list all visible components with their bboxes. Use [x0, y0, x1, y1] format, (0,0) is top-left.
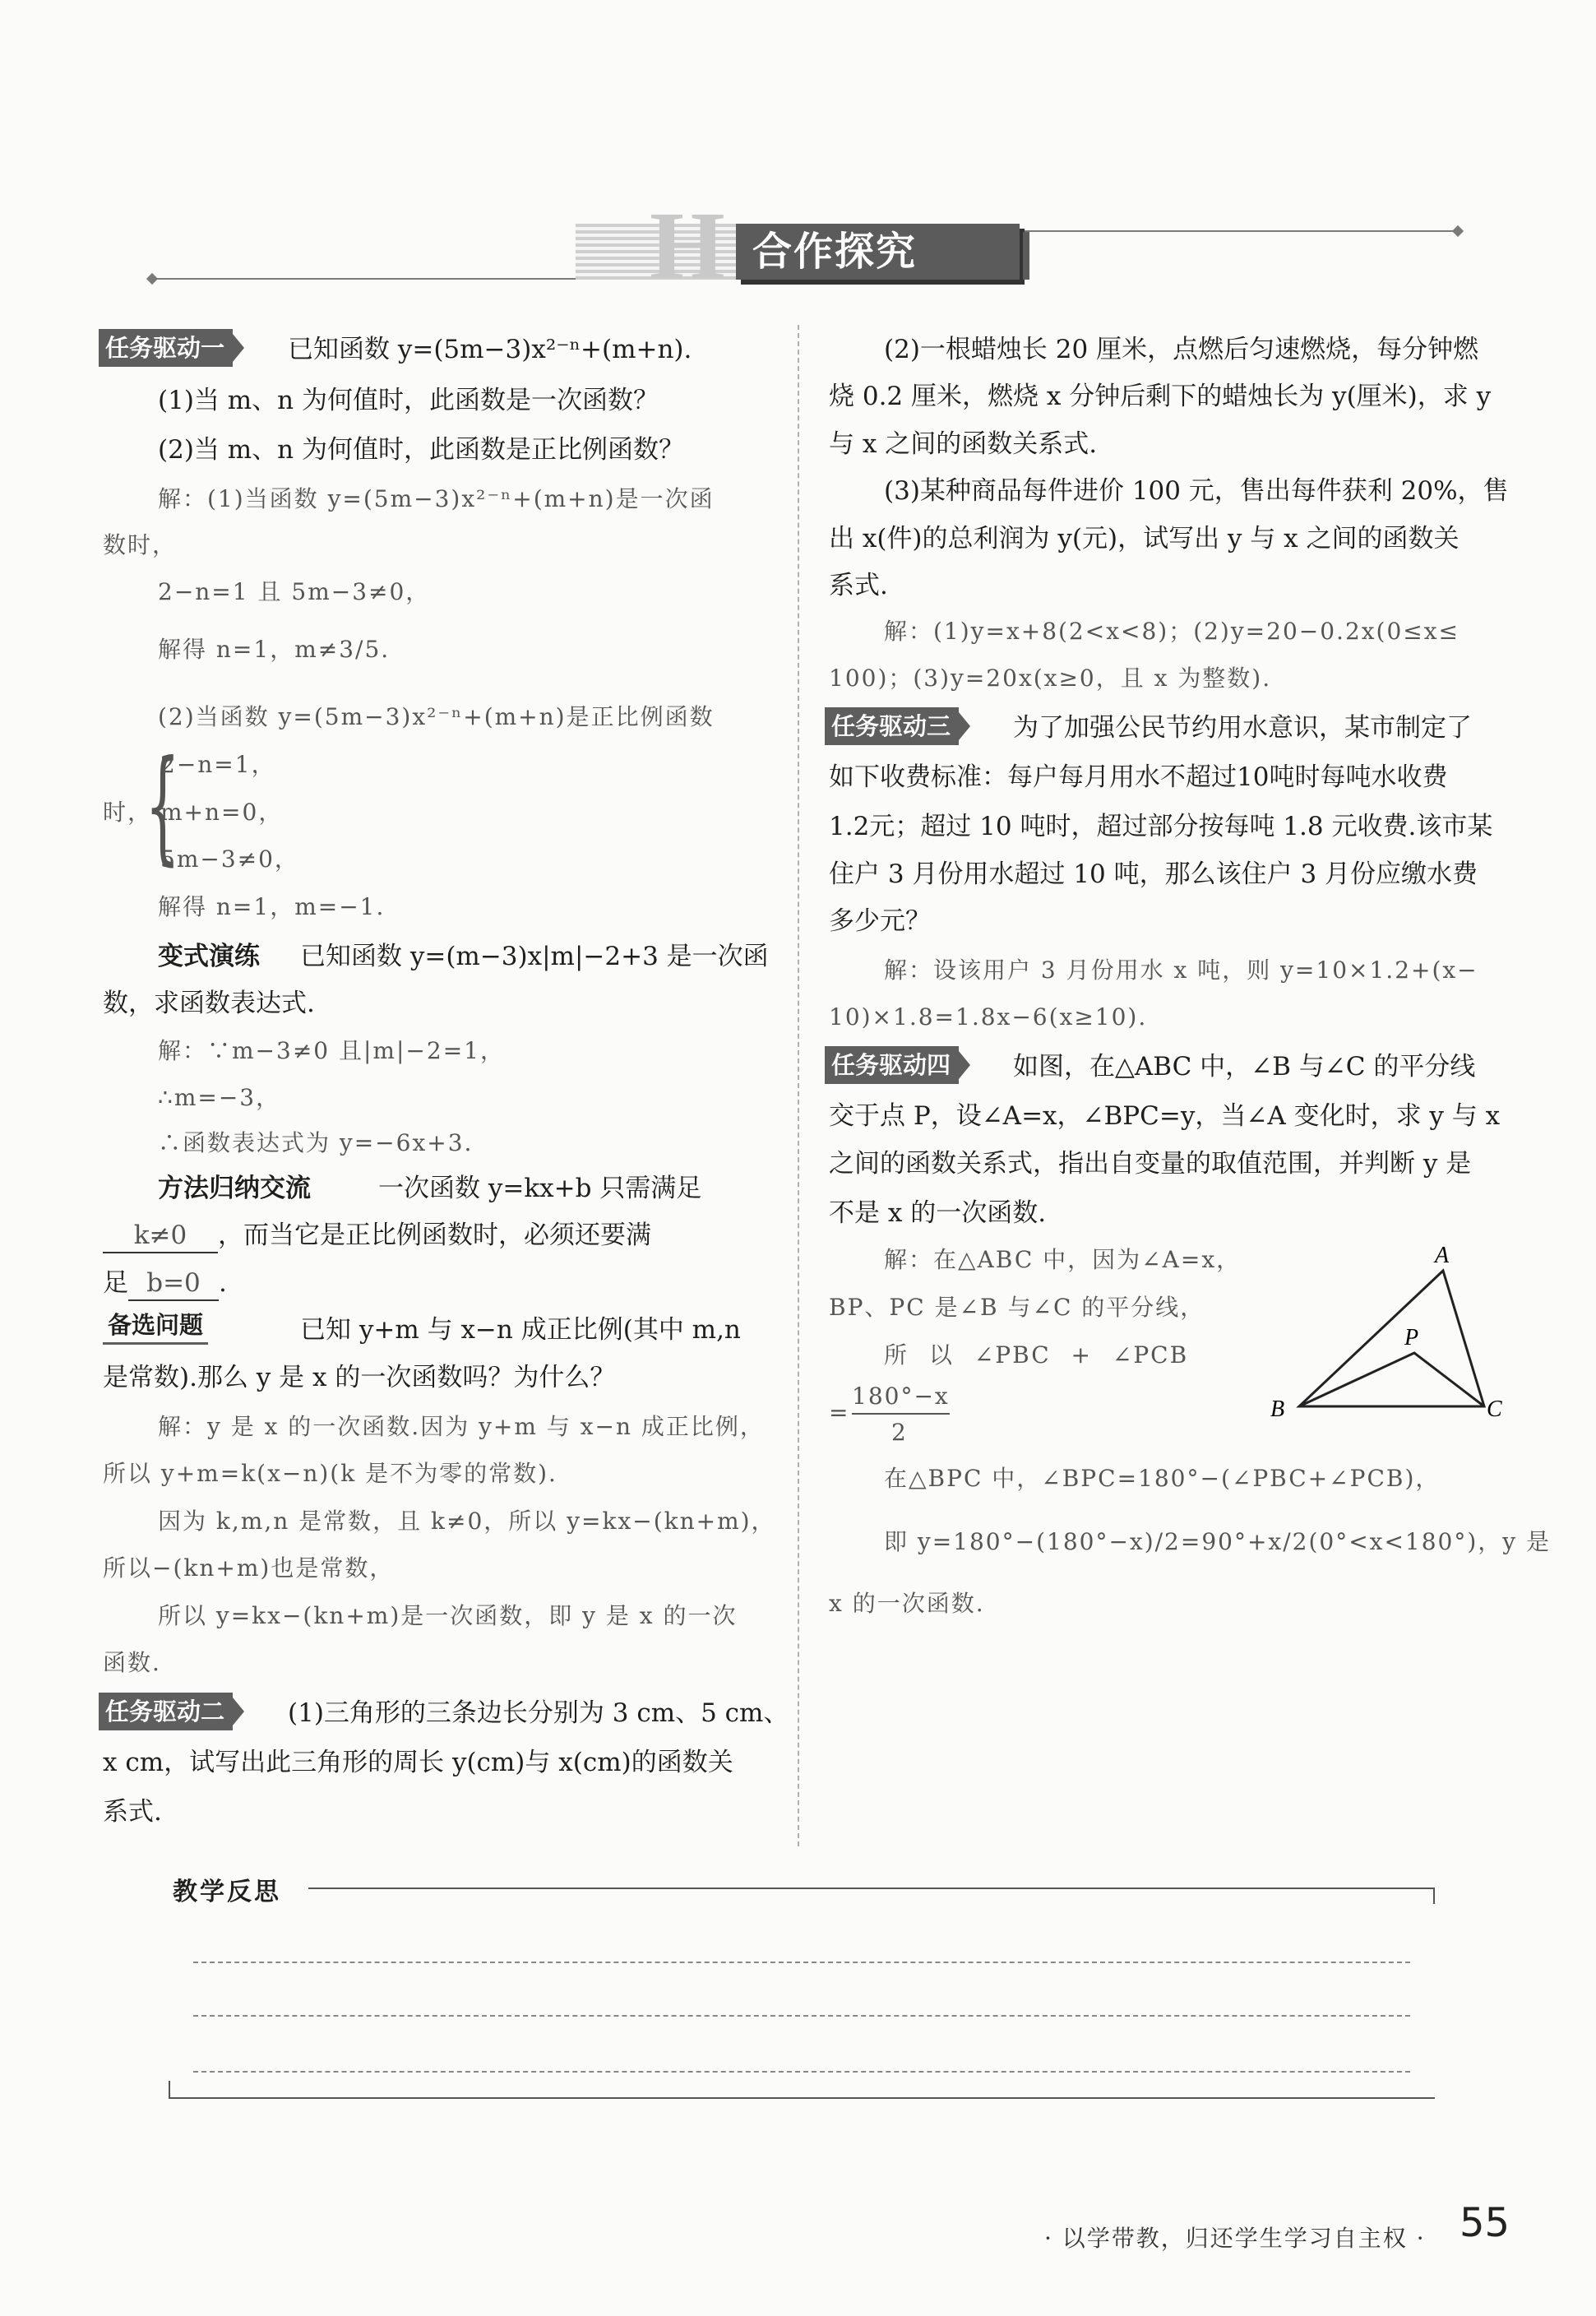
alt-s4: 所以−(kn+m)也是常数，: [103, 1554, 395, 1582]
task4-s5: 在△BPC 中，∠BPC=180°−(∠PBC+∠PCB)，: [884, 1465, 1441, 1492]
reflection-title: 教学反思: [173, 1878, 281, 1906]
task2-s2: 100)；(3)y=20x(x≥0，且 x 为整数).: [829, 665, 1272, 692]
task1-tag: 任务驱动一: [99, 329, 233, 367]
task2-q2: x cm，试写出此三角形的周长 y(cm)与 x(cm)的函数关: [103, 1748, 733, 1777]
method-text3-pre: 足: [103, 1268, 128, 1298]
task4-q3: 之间的函数关系式，指出自变量的取值范围，并判断 y 是: [829, 1149, 1472, 1179]
task4-s6: 即 y=180°−(180°−x)/2=90°+x/2(0°<x<180°)，y 是: [884, 1528, 1552, 1555]
task1-sol1d: 解得 n=1，m≠3/5.: [158, 636, 391, 663]
task2-q3: 系式.: [103, 1797, 162, 1827]
task4-s7: x 的一次函数.: [829, 1590, 985, 1617]
label-A: A: [1435, 1243, 1450, 1268]
task2-q3c: 系式.: [829, 571, 888, 600]
header-rule-right: [1020, 230, 1455, 232]
task2-q2c: 与 x 之间的函数关系式.: [829, 429, 1098, 459]
method-text1: 一次函数 y=kx+b 只需满足: [378, 1174, 702, 1203]
task4-s4-eq: =: [829, 1399, 850, 1426]
task3-q3: 1.2元；超过 10 吨时，超过部分按每吨 1.8 元收费.该市某: [829, 812, 1493, 841]
system-brace: {: [145, 734, 181, 878]
variant-s1: 解：∵m−3≠0 且|m|−2=1，: [158, 1037, 505, 1064]
method-blank1: k≠0: [103, 1219, 218, 1253]
method-blank2: b=0: [128, 1267, 219, 1301]
alt-tag: 备选问题: [103, 1308, 208, 1345]
task3-q4: 住户 3 月份用水超过 10 吨，那么该住户 3 月份应缴水费: [829, 859, 1478, 889]
variant-s3: ∴函数表达式为 y=−6x+3.: [158, 1129, 474, 1156]
task4-q4: 不是 x 的一次函数.: [829, 1198, 1047, 1228]
variant-s2: ∴m=−3，: [158, 1084, 281, 1111]
column-divider: [798, 325, 799, 1846]
header-rule-dot-right: [1452, 225, 1464, 237]
alt-s6: 函数.: [103, 1649, 161, 1676]
task1-q1: (1)当 m、n 为何值时，此函数是一次函数？: [158, 386, 659, 415]
task3-q5: 多少元？: [829, 906, 931, 936]
task3-q2: 如下收费标准：每户每月用水不超过10吨时每吨水收费: [829, 762, 1448, 792]
method-line2: [103, 1219, 651, 1253]
task2-tag: 任务驱动二: [99, 1693, 233, 1730]
task1-sys2: m+n=0，: [160, 799, 284, 826]
header-end-bar: [1023, 232, 1029, 280]
reflection-right-tick: [1433, 1888, 1435, 1904]
method-line3: [103, 1267, 227, 1301]
alt-s2: 所以 y+m=k(x−n)(k 是不为零的常数).: [103, 1460, 557, 1487]
variant-q: 已知函数 y=(m−3)x|m|−2+3 是一次函: [300, 942, 769, 971]
alt-s1: 解：y 是 x 的一次函数.因为 y+m 与 x−n 成正比例，: [158, 1413, 765, 1440]
variant-q2: 数，求函数表达式.: [103, 989, 315, 1018]
task3-tag: 任务驱动三: [825, 707, 959, 745]
label-P: P: [1404, 1325, 1419, 1350]
task4-s3: 所 以 ∠PBC + ∠PCB: [884, 1341, 1189, 1369]
task2-s1: 解：(1)y=x+8(2<x<8)；(2)y=20−0.2x(0≤x≤: [884, 618, 1460, 645]
task4-q1: 如图，在△ABC 中，∠B 与∠C 的平分线: [1013, 1052, 1476, 1082]
task1-question: 已知函数 y=(5m−3)x²⁻ⁿ+(m+n).: [288, 335, 692, 364]
task1-sol1b: 数时，: [103, 531, 178, 558]
reflection-top-rule: [308, 1888, 1435, 1889]
task1-sys1: 2−n=1，: [160, 751, 276, 778]
triangle-figure: [1266, 1242, 1513, 1431]
label-B: B: [1270, 1397, 1285, 1422]
footer-motto: · 以学带教，归还学生学习自主权 ·: [1044, 2225, 1426, 2252]
header-title: 合作探究: [752, 229, 918, 275]
task3-s2: 10)×1.8=1.8x−6(x≥10).: [829, 1003, 1148, 1031]
variant-label: 变式演练: [158, 942, 260, 971]
method-label: 方法归纳交流: [158, 1174, 311, 1203]
alt-q1: 已知 y+m 与 x−n 成正比例(其中 m,n: [300, 1315, 741, 1345]
task2-q1: (1)三角形的三条边长分别为 3 cm、5 cm、: [288, 1698, 789, 1728]
task2-q2a: (2)一根蜡烛长 20 厘米，点燃后匀速燃烧，每分钟燃: [884, 335, 1479, 364]
label-C: C: [1487, 1397, 1502, 1422]
task4-s1: 解：在△ABC 中，因为∠A=x，: [884, 1246, 1242, 1273]
task3-s1: 解：设该用户 3 月份用水 x 吨，则 y=10×1.2+(x−: [884, 957, 1478, 984]
task4-s4-den: 2: [891, 1419, 908, 1446]
task1-sol2a: (2)当函数 y=(5m−3)x²⁻ⁿ+(m+n)是正比例函数: [158, 703, 715, 730]
page-number: 55: [1460, 2200, 1510, 2246]
method-text3-post: .: [219, 1268, 227, 1298]
task4-tag: 任务驱动四: [825, 1046, 959, 1084]
alt-q2: 是常数).那么 y 是 x 的一次函数吗？为什么？: [103, 1363, 616, 1392]
task1-q2: (2)当 m、n 为何值时，此函数是正比例函数？: [158, 435, 684, 465]
task4-s2: BP、PC 是∠B 与∠C 的平分线，: [829, 1294, 1205, 1321]
header-letter: H: [650, 192, 725, 299]
reflection-bottom-rule: [169, 2097, 1435, 2099]
method-text2: ，而当它是正比例函数时，必须还要满: [218, 1221, 651, 1250]
alt-s3: 因为 k,m,n 是常数，且 k≠0，所以 y=kx−(kn+m)，: [158, 1508, 776, 1535]
reflection-left-tick: [169, 2081, 170, 2099]
task1-sol2b: 解得 n=1，m=−1.: [158, 893, 386, 920]
reflection-line-1: [193, 1962, 1410, 1963]
task4-s4-num: 180°−x: [852, 1380, 950, 1415]
reflection-line-2: [193, 2015, 1410, 2017]
reflection-line-3: [193, 2071, 1410, 2073]
task1-sol1c: 2−n=1 且 5m−3≠0，: [158, 578, 431, 605]
header-rule-dot-left: [146, 273, 158, 285]
alt-s5: 所以 y=kx−(kn+m)是一次函数，即 y 是 x 的一次: [158, 1602, 738, 1629]
task3-q1: 为了加强公民节约用水意识，某市制定了: [1013, 713, 1472, 743]
task2-q2b: 烧 0.2 厘米，燃烧 x 分钟后剩下的蜡烛长为 y(厘米)，求 y: [829, 382, 1492, 411]
task4-q2: 交于点 P，设∠A=x，∠BPC=y，当∠A 变化时，求 y 与 x: [829, 1101, 1501, 1131]
task1-sol2-when: 时，: [103, 799, 153, 826]
task2-q3b: 出 x(件)的总利润为 y(元)，试写出 y 与 x 之间的函数关: [829, 524, 1460, 554]
task2-q3a: (3)某种商品每件进价 100 元，售出每件获利 20%，售: [884, 476, 1509, 506]
task1-sys3: 5m−3≠0，: [160, 845, 299, 873]
task1-sol1a: 解：(1)当函数 y=(5m−3)x²⁻ⁿ+(m+n)是一次函: [158, 485, 715, 512]
